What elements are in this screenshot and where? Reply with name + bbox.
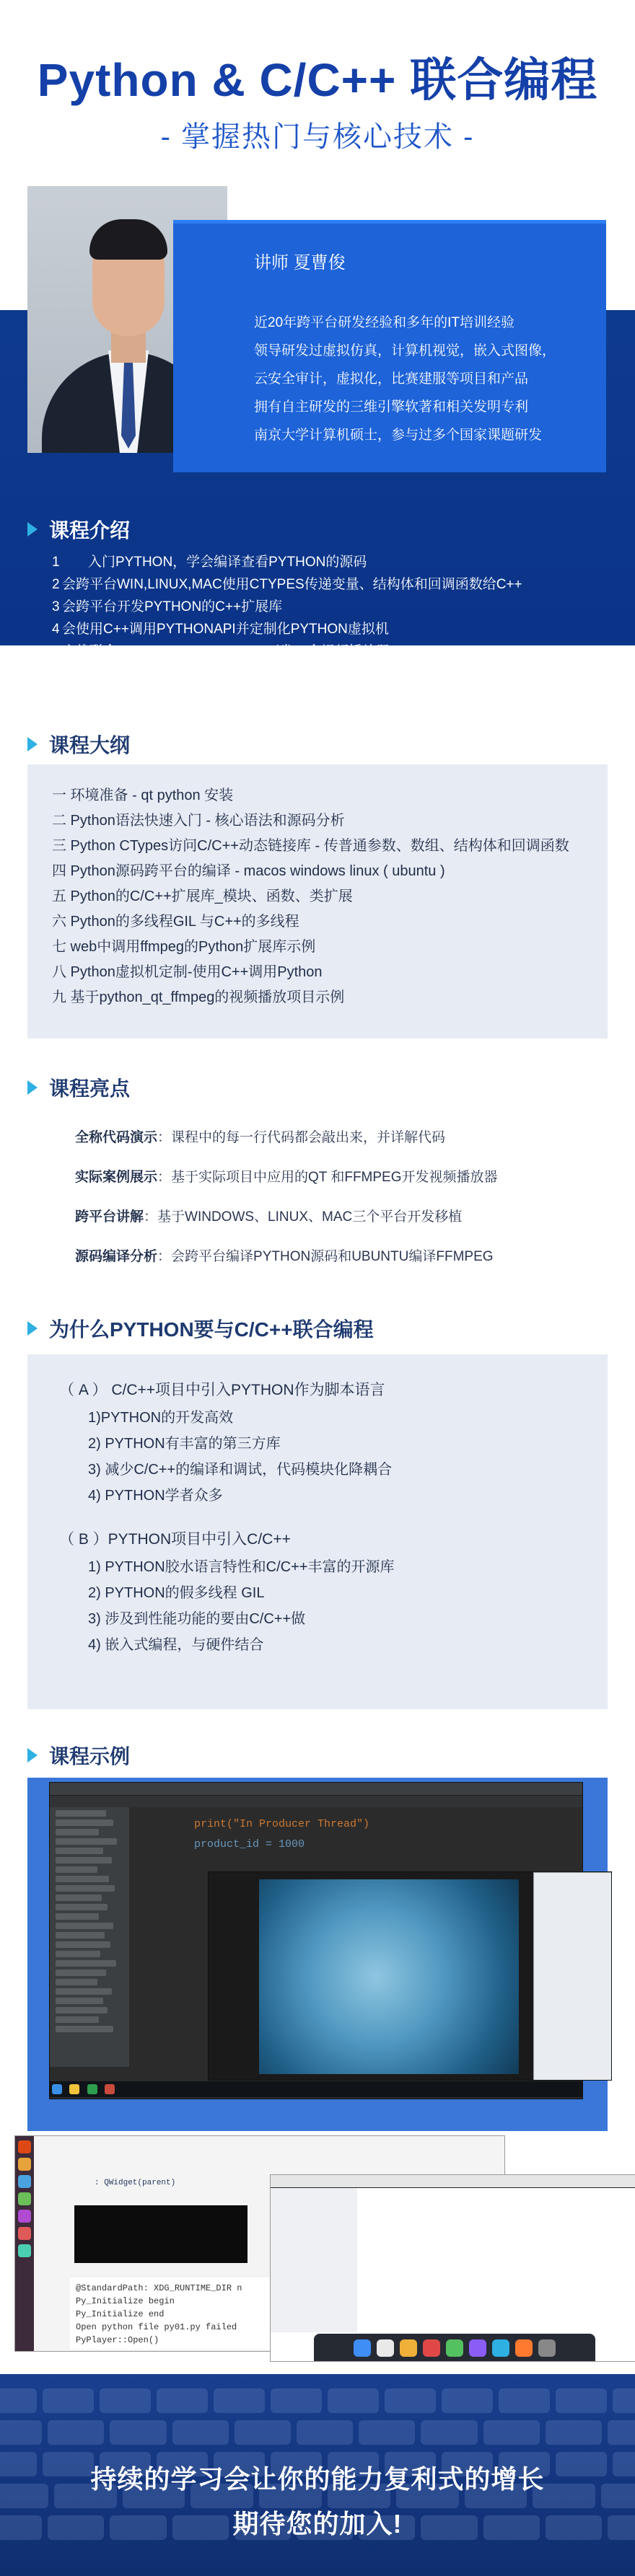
tree-row bbox=[56, 1998, 103, 2004]
tree-row bbox=[56, 2007, 108, 2013]
list-item: 2) PYTHON的假多线程 GIL bbox=[88, 1585, 265, 1601]
video-player-screenshot bbox=[208, 1871, 612, 2081]
app-icon bbox=[492, 2339, 509, 2357]
video-black-frame bbox=[74, 2205, 248, 2263]
section-title: 课程亮点 bbox=[49, 1077, 131, 1100]
list-item: 六 Python的多线程GIL 与C++的多线程 bbox=[52, 914, 299, 930]
tree-row bbox=[56, 1838, 117, 1845]
side-panel bbox=[533, 1872, 612, 2081]
highlight-text: ：会跨平台编译PYTHON源码和UBUNTU编译FFMPEG bbox=[157, 1249, 494, 1264]
folder-icon bbox=[69, 2084, 79, 2094]
section-header-intro bbox=[27, 515, 130, 544]
item-text: 会使用C++调用PYTHONAPI并定制化PYTHON虚拟机 bbox=[62, 622, 389, 637]
app-icon bbox=[423, 2339, 440, 2357]
list-item: 3) 减少C/C++的编译和调试，代码模块化降耦合 bbox=[88, 1462, 393, 1478]
section-header-highlights bbox=[27, 1073, 130, 1102]
tree-row bbox=[56, 1885, 115, 1892]
item-number: 3 bbox=[52, 599, 60, 614]
tree-row bbox=[56, 1866, 97, 1873]
tree-row bbox=[56, 2016, 99, 2023]
list-item: 五 Python的C/C++扩展库_模块、函数、类扩展 bbox=[52, 888, 353, 904]
item-text: 会跨平台开发PYTHON的C++扩展库 bbox=[62, 599, 283, 614]
section-title: 课程介绍 bbox=[49, 519, 131, 542]
section-header-why bbox=[27, 1314, 374, 1343]
tree-row bbox=[56, 1848, 103, 1854]
group-heading: （ A ） C/C++项目中引入PYTHON作为脚本语言 bbox=[59, 1382, 385, 1398]
terminal-line: PyPlayer::Open() bbox=[76, 2335, 159, 2345]
tree-row bbox=[56, 1970, 106, 1976]
ubuntu-launcher bbox=[15, 2136, 34, 2352]
lecturer-bio bbox=[254, 309, 593, 449]
app-icon bbox=[18, 2227, 31, 2240]
macos-screenshot bbox=[270, 2174, 635, 2362]
list-item bbox=[75, 1118, 498, 1157]
list-item: 1) PYTHON胶水语言特性和C/C++丰富的开源库 bbox=[88, 1559, 395, 1575]
list-item bbox=[52, 596, 522, 618]
finder-icon bbox=[354, 2339, 371, 2357]
tree-row bbox=[56, 1819, 113, 1826]
app-icon bbox=[87, 2084, 97, 2094]
macos-dock bbox=[314, 2334, 595, 2362]
why-group-a bbox=[59, 1376, 392, 1509]
list-item: 3) 涉及到性能功能的要由C/C++做 bbox=[88, 1611, 306, 1627]
item-number: 1 bbox=[52, 555, 60, 570]
highlight-text: ：基于实际项目中应用的QT 和FFMPEG开发视频播放器 bbox=[157, 1170, 498, 1185]
keyboard-pattern bbox=[0, 2420, 635, 2445]
tree-row bbox=[56, 1988, 112, 1995]
hero-banner bbox=[0, 0, 635, 645]
project-tree bbox=[50, 1807, 129, 2067]
item-number: 4 bbox=[52, 622, 60, 637]
footer-banner bbox=[0, 2374, 635, 2576]
triangle-bullet-icon bbox=[27, 1321, 38, 1336]
code-line: : QWidget(parent) bbox=[95, 2179, 176, 2187]
page-title: Python & C/C++ 联合编程 bbox=[37, 54, 598, 106]
list-item bbox=[75, 1237, 498, 1276]
terminal-line: @StandardPath: XDG_RUNTIME_DIR n bbox=[76, 2283, 242, 2293]
photo-hair bbox=[89, 219, 167, 260]
item-number: 5 bbox=[52, 644, 60, 659]
intro-list bbox=[52, 551, 522, 663]
app-icon bbox=[446, 2339, 463, 2357]
page-subtitle: - 掌握热门与核心技术 - bbox=[160, 121, 475, 153]
list-item: 九 基于python_qt_ffmpeg的视频播放项目示例 bbox=[52, 989, 345, 1005]
examples-collage bbox=[27, 1778, 608, 2362]
tree-row bbox=[56, 1810, 106, 1817]
list-item: 二 Python语法快速入门 - 核心语法和源码分析 bbox=[52, 813, 345, 829]
tree-row bbox=[56, 1979, 97, 1985]
triangle-bullet-icon bbox=[27, 737, 38, 751]
app-icon bbox=[18, 2175, 31, 2188]
section-title: 课程示例 bbox=[49, 1745, 131, 1768]
why-group-b bbox=[59, 1525, 394, 1658]
triangle-bullet-icon bbox=[27, 1080, 38, 1095]
item-text: 实战联合QT+FFMPEG+PYTHON开发一个视频播放器 bbox=[62, 644, 390, 659]
window-menubar bbox=[50, 1796, 582, 1807]
highlight-key: 跨平台讲解 bbox=[75, 1209, 144, 1225]
group-heading: （ B ）PYTHON项目中引入C/C++ bbox=[59, 1531, 291, 1548]
terminal-line: Py_Initialize end bbox=[76, 2309, 165, 2319]
tree-row bbox=[56, 1829, 99, 1835]
app-icon bbox=[18, 2192, 31, 2205]
footer-invitation: 期待您的加入! bbox=[232, 2509, 403, 2538]
list-item: 4) PYTHON学者众多 bbox=[88, 1488, 223, 1504]
code-line: print("In Producer Thread") bbox=[194, 1818, 370, 1830]
video-frame bbox=[259, 1879, 519, 2074]
tree-row bbox=[56, 1876, 109, 1882]
section-header-examples bbox=[27, 1741, 130, 1770]
highlight-key: 全称代码演示 bbox=[75, 1130, 158, 1145]
tree-row bbox=[56, 1904, 108, 1910]
terminal-line: Py_Initialize begin bbox=[76, 2296, 175, 2306]
lecturer-name: 讲师 夏曹俊 bbox=[254, 253, 346, 273]
app-icon bbox=[18, 2210, 31, 2223]
app-icon bbox=[18, 2140, 31, 2153]
bio-line: 近20年跨平台研发经验和多年的IT培训经验 bbox=[254, 315, 515, 330]
list-item: 1)PYTHON的开发高效 bbox=[88, 1410, 234, 1426]
tree-row bbox=[56, 1932, 105, 1938]
item-text: 入门PYTHON，学会编译查看PYTHON的源码 bbox=[88, 555, 367, 570]
file-sidebar bbox=[271, 2188, 357, 2332]
app-icon bbox=[105, 2084, 115, 2094]
list-item: 4) 嵌入式编程，与硬件结合 bbox=[88, 1637, 264, 1653]
list-item bbox=[52, 573, 522, 596]
list-item bbox=[52, 640, 522, 663]
keyboard-pattern bbox=[0, 2388, 635, 2413]
app-icon bbox=[469, 2339, 486, 2357]
highlight-key: 源码编译分析 bbox=[75, 1249, 158, 1264]
list-item: 七 web中调用ffmpeg的Python扩展库示例 bbox=[52, 939, 316, 955]
tree-row bbox=[56, 1894, 102, 1901]
bio-line: 领导研发过虚拟仿真，计算机视觉，嵌入式图像， bbox=[254, 343, 556, 358]
list-item bbox=[75, 1197, 498, 1237]
tree-row bbox=[56, 1960, 116, 1967]
list-item: 四 Python源码跨平台的编译 - macos windows linux ( ubuntu ) bbox=[52, 863, 445, 879]
code-editor bbox=[194, 1814, 369, 1855]
tree-row bbox=[56, 1923, 113, 1929]
section-title: 课程大纲 bbox=[49, 734, 131, 757]
list-item bbox=[52, 618, 522, 640]
list-item: 2) PYTHON有丰富的第三方库 bbox=[88, 1436, 281, 1452]
windows-taskbar bbox=[50, 2081, 583, 2097]
highlight-text: ：课程中的每一行代码都会敲出来，并详解代码 bbox=[157, 1130, 446, 1145]
list-item: 三 Python CTypes访问C/C++动态链接库 - 传普通参数、数组、结构体和回调函数 bbox=[52, 838, 569, 854]
item-number: 2 bbox=[52, 577, 60, 592]
tree-row bbox=[56, 2026, 113, 2032]
section-header-outline bbox=[27, 730, 130, 759]
triangle-bullet-icon bbox=[27, 1748, 38, 1763]
trash-icon bbox=[538, 2339, 556, 2357]
triangle-bullet-icon bbox=[27, 522, 38, 537]
bio-line: 拥有自主研发的三维引擎软著和相关发明专利 bbox=[254, 400, 529, 415]
highlights-list bbox=[75, 1118, 498, 1276]
window-titlebar bbox=[271, 2175, 635, 2188]
tree-row bbox=[56, 1913, 99, 1920]
tree-row bbox=[56, 1951, 100, 1957]
list-item bbox=[52, 551, 522, 573]
footer-slogan: 持续的学习会让你的能力复利式的增长 bbox=[90, 2464, 545, 2494]
start-icon bbox=[52, 2084, 62, 2094]
app-icon bbox=[515, 2339, 533, 2357]
outline-list bbox=[52, 783, 569, 1010]
qt-code-editor bbox=[95, 2178, 175, 2189]
tree-row bbox=[56, 1941, 110, 1948]
item-text: 会跨平台WIN,LINUX,MAC使用CTYPES传递变量、结构体和回调函数给C++ bbox=[62, 577, 522, 592]
app-icon bbox=[18, 2158, 31, 2171]
highlight-key: 实际案例展示 bbox=[75, 1170, 158, 1185]
bio-line: 云安全审计，虚拟化，比赛建服等项目和产品 bbox=[254, 371, 529, 387]
section-title: 为什么PYTHON要与C/C++联合编程 bbox=[49, 1318, 374, 1341]
bio-line: 南京大学计算机硕士，参与过多个国家课题研发 bbox=[254, 428, 543, 443]
terminal-line: Open python file py01.py failed bbox=[76, 2322, 237, 2332]
highlight-text: ：基于WINDOWS、LINUX、MAC三个平台开发移植 bbox=[144, 1209, 463, 1225]
app-icon bbox=[18, 2244, 31, 2257]
terminal-output bbox=[70, 2277, 279, 2350]
window-titlebar bbox=[50, 1783, 582, 1796]
list-item bbox=[75, 1157, 498, 1197]
code-line: product_id = 1000 bbox=[194, 1838, 305, 1851]
list-item: 八 Python虚拟机定制-使用C++调用Python bbox=[52, 964, 323, 980]
list-item: 一 环境准备 - qt python 安装 bbox=[52, 788, 234, 803]
app-icon bbox=[400, 2339, 417, 2357]
tree-row bbox=[56, 1857, 112, 1863]
app-icon bbox=[377, 2339, 394, 2357]
